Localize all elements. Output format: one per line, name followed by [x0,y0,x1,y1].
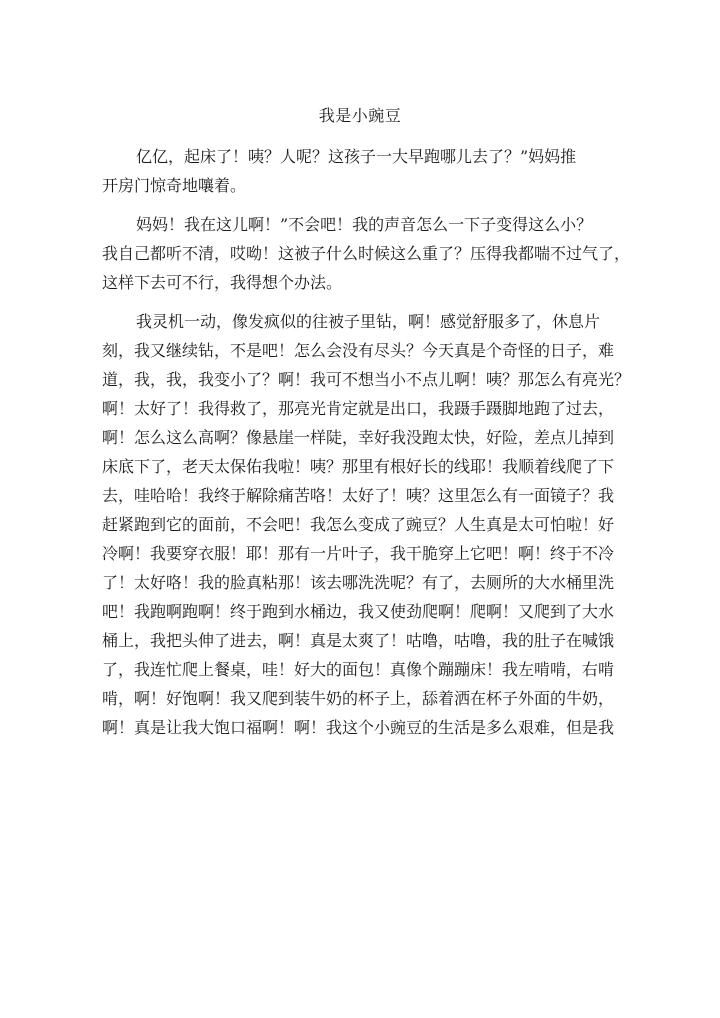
paragraph-1 [102,142,610,200]
paragraph-line: 啊！太好了！我得救了，那亮光肯定就是出口，我蹑手蹑脚地跑了过去， [102,399,615,418]
paragraph-line: 我灵机一动，像发疯似的往被子里钻，啊！感觉舒服多了，休息片 [136,312,601,331]
paragraph-line: 了！太好咯！我的脸真粘那！该去哪洗洗呢？有了，去厕所的大水桶里洗 [102,573,615,592]
paragraph-line: 吧！我跑啊跑啊！终于跑到水桶边，我又使劲爬啊！爬啊！又爬到了大水 [102,602,615,621]
paragraph-line: 啃，啊！好饱啊！我又爬到装牛奶的杯子上，舔着洒在杯子外面的牛奶， [102,689,615,708]
paragraph-line: 赶紧跑到它的面前，不会吧！我怎么变成了豌豆？人生真是太可怕啦！好 [102,515,615,534]
paragraph-line: 了，我连忙爬上餐桌，哇！好大的面包！真像个蹦蹦床！我左啃啃，右啃 [102,660,615,679]
paragraph-line: 床底下了，老天太保佑我啦！咦？那里有根好长的线耶！我顺着线爬了下 [102,457,615,476]
paragraph-2 [102,210,631,297]
paragraph-line: 这样下去可不行，我得想个办法。 [102,273,343,292]
paragraph-line: 道，我，我，我变小了？啊！我可不想当小不点儿啊！咦？那怎么有亮光？ [102,370,631,389]
paragraph-line: 妈妈！我在这儿啊！”不会吧！我的声音怎么一下子变得这么小？ [136,215,593,234]
paragraph-line: 冷啊！我要穿衣服！耶！那有一片叶子，我干脆穿上它吧！啊！终于不冷 [102,544,615,563]
paragraph-line: 去，哇哈哈！我终于解除痛苦咯！太好了！咦？这里怎么有一面镜子？我 [102,486,615,505]
paragraph-3 [102,307,631,742]
paragraph-line: 啊！怎么这么高啊？像悬崖一样陡，幸好我没跑太快，好险，差点儿掉到 [102,428,615,447]
paragraph-line: 开房门惊奇地嚷着。 [102,176,247,195]
document-body [102,142,631,752]
paragraph-line: 啊！真是让我大饱口福啊！啊！我这个小豌豆的生活是多么艰难，但是我 [102,718,615,737]
paragraph-line: 刻，我又继续钻，不是吧！怎么会没有尽头？今天真是个奇怪的日子，难 [102,341,615,360]
paragraph-line: 桶上，我把头伸了进去，啊！真是太爽了！咕噜，咕噜，我的肚子在喊饿 [102,631,615,650]
paragraph-line: 亿亿，起床了！咦？人呢？这孩子一大早跑哪儿去了？”妈妈推 [136,147,577,166]
paragraph-line: 我自己都听不清，哎呦！这被子什么时候这么重了？压得我都喘不过气了， [102,244,631,263]
document-title: 我是小豌豆 [318,106,402,125]
